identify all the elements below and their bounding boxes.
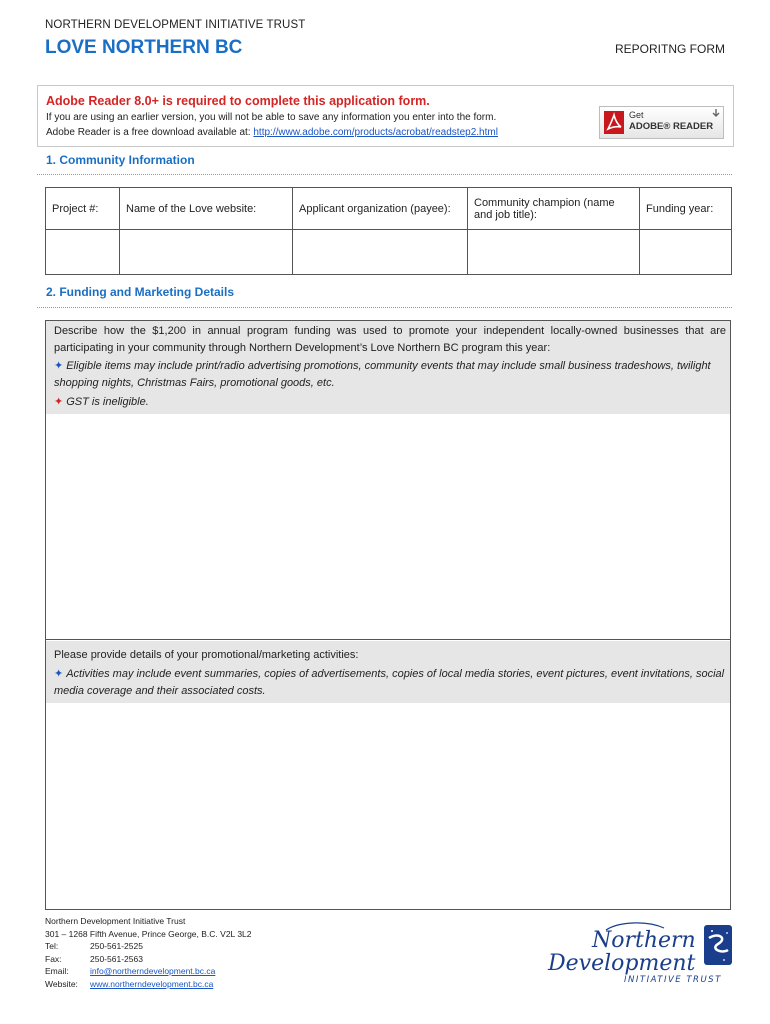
- eligible-items-note: ✦ Eligible items may include print/radio advertising promotions, community events that may include small business tradeshows, twilight shopping nights, Christmas Fairs, promotional goods, etc.: [54, 360, 711, 389]
- marketing-activities-prompt: Please provide details of your promotional/marketing activities:: [54, 649, 359, 661]
- logo-line-1: Northern: [592, 928, 696, 953]
- footer-fax: Fax: 250-561-2563: [45, 953, 143, 964]
- marketing-activities-response-field[interactable]: [46, 703, 730, 909]
- activities-note: ✦ Activities may include event summaries, copies of advertisements, copies of local media stories, event pictures, event invitations, social media coverage and their associated costs.: [54, 668, 725, 697]
- section-2-divider: [37, 307, 732, 308]
- northern-development-logo: [546, 920, 736, 988]
- download-arrow-icon: [712, 109, 720, 121]
- notice-line-2-text: Adobe Reader is a free download available at:: [46, 127, 254, 138]
- community-info-table: [45, 187, 732, 275]
- notice-line-2: [46, 127, 498, 138]
- funding-use-prompt: Describe how the $1,200 in annual program funding was used to promote your independent locally-owned businesses that are participating in your community through Northern Development’s Love Northern BC program this year:: [54, 325, 726, 354]
- adobe-pdf-icon: [604, 111, 624, 134]
- col-community-champion: Community champion (name and job title):: [468, 188, 640, 230]
- get-adobe-reader-button[interactable]: [599, 106, 724, 139]
- funding-use-response-field[interactable]: [46, 414, 730, 638]
- funding-year-field[interactable]: [640, 230, 732, 275]
- love-website-name-field[interactable]: [120, 230, 293, 275]
- section-2-title: 2. Funding and Marketing Details: [46, 285, 235, 299]
- table-input-row: [46, 230, 732, 275]
- footer-address: 301 – 1268 Fifth Avenue, Prince George, B.C. V2L 3L2: [45, 928, 252, 939]
- footer-website: Website: www.northerndevelopment.bc.ca: [45, 978, 214, 989]
- notice-line-1: If you are using an earlier version, you will not be able to save any information you enter into the form.: [46, 112, 497, 123]
- adobe-download-link[interactable]: http://www.adobe.com/products/acrobat/readstep2.html: [253, 127, 498, 138]
- footer-org-name: Northern Development Initiative Trust: [45, 916, 186, 926]
- col-love-website-name: Name of the Love website:: [120, 188, 293, 230]
- funding-details-box: [45, 320, 731, 910]
- organization-name: NORTHERN DEVELOPMENT INITIATIVE TRUST: [45, 19, 306, 31]
- website-link[interactable]: www.northerndevelopment.bc.ca: [90, 978, 214, 989]
- details-divider: [46, 639, 730, 640]
- section-1-divider: [37, 174, 732, 175]
- logo-line-2: Development: [548, 951, 696, 976]
- footer-tel: Tel: 250-561-2525: [45, 941, 143, 951]
- notice-heading: Adobe Reader 8.0+ is required to complete this application form.: [46, 94, 430, 108]
- section-1-title: 1. Community Information: [46, 153, 195, 167]
- col-funding-year: Funding year:: [640, 188, 732, 230]
- badge-get-text: Get: [629, 110, 644, 120]
- four-point-star-icon: ✦: [54, 360, 64, 372]
- col-applicant-organization: Applicant organization (payee):: [293, 188, 468, 230]
- applicant-organization-field[interactable]: [293, 230, 468, 275]
- col-project-number: Project #:: [46, 188, 120, 230]
- badge-product-text: ADOBE® READER: [629, 121, 714, 132]
- adobe-reader-notice: [37, 85, 734, 147]
- logo-line-3: INITIATIVE TRUST: [624, 975, 722, 985]
- table-header-row: [46, 188, 732, 230]
- form-title: LOVE NORTHERN BC: [45, 37, 243, 58]
- four-point-star-icon: ✦: [54, 668, 64, 680]
- project-number-field[interactable]: [46, 230, 120, 275]
- email-link[interactable]: info@northerndevelopment.bc.ca: [90, 966, 216, 976]
- gst-note: ✦ GST is ineligible.: [54, 396, 149, 408]
- contact-footer: [45, 915, 252, 990]
- community-champion-field[interactable]: [468, 230, 640, 275]
- four-point-star-icon: ✦: [54, 396, 64, 408]
- form-type-label: REPORITNG FORM: [615, 42, 725, 56]
- footer-email: Email: info@northerndevelopment.bc.ca: [45, 966, 216, 976]
